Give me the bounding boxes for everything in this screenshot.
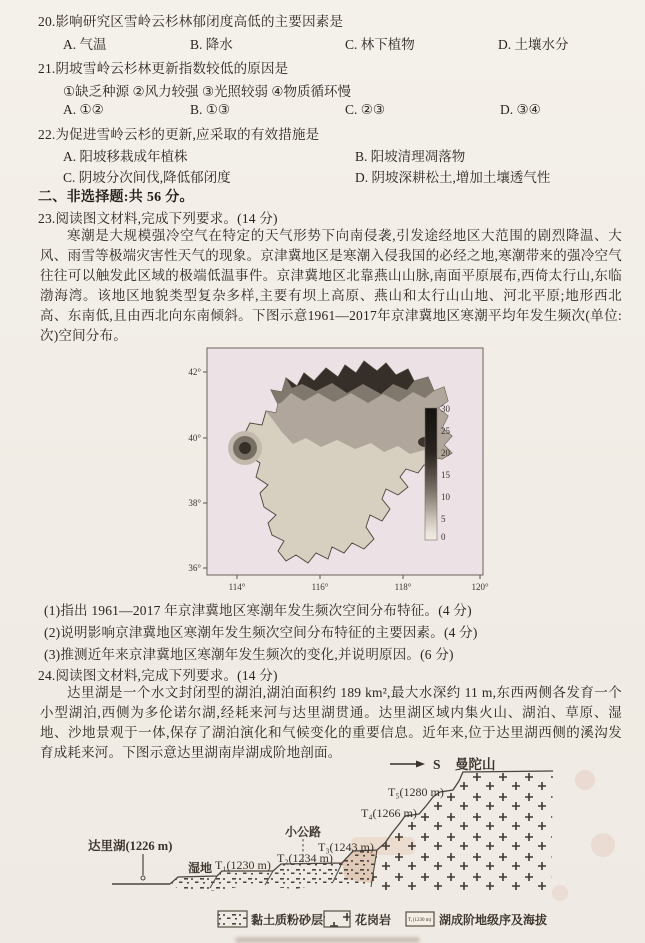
lat-tick-label: 36° <box>188 563 201 573</box>
mountain-label: 曼陀山 <box>455 757 496 772</box>
road-label: 小公路 <box>285 825 322 839</box>
q21-option-a: A. ①② <box>63 102 104 117</box>
question-22-stem: 22.为促进雪岭云杉的更新,应采取的有效措施是 <box>38 127 320 142</box>
colorbar-tick: 10 <box>441 492 450 502</box>
terrace-label-t2: T₂(1234 m) <box>277 851 333 865</box>
colorbar-tick: 0 <box>441 532 446 542</box>
q23-subquestion-1: (1)指出 1961—2017 年京津冀地区寒潮年发生频次空间分布特征。(4 分) <box>44 603 472 618</box>
q23-subquestion-3: (3)推测近年来京津冀地区寒潮年发生频次的变化,并说明原因。(6 分) <box>44 647 454 662</box>
q23-subquestion-2: (2)说明影响京津冀地区寒潮年发生频次空间分布特征的主要因素。(4 分) <box>44 625 478 640</box>
terrace-label-t1: T₁(1230 m) <box>215 858 271 872</box>
colorbar-tick: 25 <box>441 426 450 436</box>
direction-label: S <box>433 757 441 772</box>
cutoff-caption-smudge <box>235 937 420 943</box>
legend-label-granite: 花岗岩 <box>355 913 392 927</box>
q22-option-b: B. 阳坡清理凋落物 <box>355 149 466 164</box>
legend-label-terrace: 湖成阶地级序及海拔 <box>439 913 548 927</box>
cold-wave-frequency-map <box>185 346 515 594</box>
lake-terrace-cross-section <box>55 750 645 936</box>
terrace-label-t5: T₅(1280 m) <box>388 785 444 799</box>
lon-tick-label: 118° <box>394 582 412 592</box>
colorbar-tick: 20 <box>441 448 450 458</box>
question-24-lead: 24.阅读图文材料,完成下列要求。(14 分) <box>38 668 278 683</box>
q23-material-paragraph: 寒潮是大规模强冷空气在特定的天气形势下向南侵袭,引发途经地区大范围的剧烈降温、大风、雨雪等极端灾害性天气的现象。京津冀地区是寒潮入侵我国的必经之地,寒潮带来的强冷空气往往可以触发此区域的极端低温事件。京津冀地区北靠燕山山脉,南面平原展布,西倚太行山,东临渤海湾。该地区地貌类型复杂多样,主要有坝上高原、燕山和太行山山地、河北平原;地形西北高、东南低,且由西北向东南倾斜。下图示意1961—2017年京津冀地区寒潮平均年发生频次(单位:次)空间分布。 <box>40 228 622 343</box>
terrace-label-t3: T₃(1243 m) <box>318 840 374 854</box>
question-20-stem: 20.影响研究区雪岭云杉林郁闭度高低的主要因素是 <box>38 14 344 29</box>
legend-swatch-terrace-text: T₁(1230 m) <box>408 918 432 923</box>
dali-lake-label: 达里湖(1226 m) <box>88 839 173 853</box>
lon-tick-label: 114° <box>228 582 246 592</box>
q21-option-c: C. ②③ <box>345 102 385 117</box>
section-2-heading: 二、非选择题:共 56 分。 <box>38 190 194 205</box>
question-23-lead: 23.阅读图文材料,完成下列要求。(14 分) <box>38 211 278 226</box>
lat-tick-label: 40° <box>188 433 201 443</box>
q21-option-b: B. ①③ <box>190 102 230 117</box>
legend-swatch-granite <box>324 911 350 927</box>
q20-option-d: D. 土壤水分 <box>498 37 569 52</box>
lat-tick-label: 42° <box>188 367 201 377</box>
map-colorbar <box>425 408 437 540</box>
legend-swatch-silt <box>218 911 247 927</box>
q22-option-a: A. 阳坡移栽成年植株 <box>63 149 188 164</box>
q20-option-c: C. 林下植物 <box>345 37 415 52</box>
q22-option-c: C. 阴坡分次间伐,降低郁闭度 <box>63 170 231 185</box>
lon-tick-label: 120° <box>471 582 489 592</box>
q24-material-paragraph: 达里湖是一个水文封闭型的湖泊,湖泊面积约 189 km²,最大水深约 11 m,东西两侧各发育一个小型湖泊,西侧为多伦诺尔湖,经耗来河与达里湖贯通。达里湖区域内集火山、湖泊、草原、湿地、沙地景观于一体,保存了湖泊演化和气候变化的重要信息。近年来,位于达里湖西侧的溪沟发育成耗来河。下图示意达里湖南岸湖成阶地剖面。 <box>40 685 622 760</box>
lon-tick-label: 116° <box>311 582 329 592</box>
colorbar-tick: 30 <box>441 404 450 414</box>
q22-option-d: D. 阴坡深耕松土,增加土壤透气性 <box>355 170 551 185</box>
map-bullseye-core <box>239 442 251 454</box>
terrace-label-t4: T₄(1266 m) <box>361 806 417 820</box>
wetland-label: 湿地 <box>188 861 213 875</box>
q21-option-d: D. ③④ <box>500 102 541 117</box>
q20-option-a: A. 气温 <box>63 37 107 52</box>
legend-label-silt: 黏土质粉砂层 <box>251 913 324 927</box>
q20-option-b: B. 降水 <box>190 37 233 52</box>
lat-tick-label: 38° <box>188 498 201 508</box>
colorbar-tick: 5 <box>441 514 446 524</box>
colorbar-tick: 15 <box>441 470 450 480</box>
question-21-stem: 21.阴坡雪岭云杉林更新指数较低的原因是 <box>38 61 289 76</box>
q21-sub-items: ①缺乏种源 ②风力较强 ③光照较弱 ④物质循环慢 <box>63 84 352 99</box>
